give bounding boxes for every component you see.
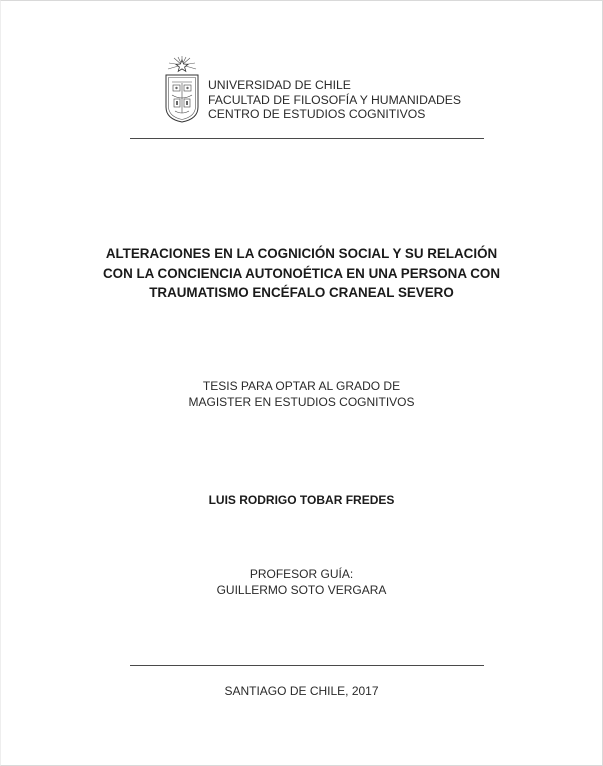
footer-divider [130, 665, 484, 666]
degree-line-1: TESIS PARA OPTAR AL GRADO DE [202, 379, 401, 393]
institution-line-center: CENTRO DE ESTUDIOS COGNITIVOS [208, 107, 426, 121]
degree-statement [60, 378, 543, 410]
title-line-2: CON LA CONCIENCIA AUTONOÉTICA EN UNA PERSONA CON [102, 265, 501, 281]
title-line-3: TRAUMATISMO ENCÉFALO CRANEAL SEVERO [149, 285, 454, 300]
advisor-name: GUILLERMO SOTO VERGARA [216, 583, 387, 597]
advisor-block [60, 566, 543, 598]
header [163, 55, 483, 125]
institution-line-faculty: FACULTAD DE FILOSOFÍA Y HUMANIDADES [208, 92, 462, 107]
university-crest-icon [163, 55, 201, 123]
author-name: LUIS RODRIGO TOBAR FREDES [208, 493, 395, 507]
institution-line-university: UNIVERSIDAD DE CHILE [208, 78, 351, 92]
title-line-1: ALTERACIONES EN LA COGNICIÓN SOCIAL Y SU RELACIÓN [105, 246, 498, 261]
institution-name [208, 78, 461, 122]
degree-line-2: MAGISTER EN ESTUDIOS COGNITIVOS [188, 395, 415, 409]
place-date: SANTIAGO DE CHILE, 2017 [224, 684, 379, 698]
header-divider [130, 138, 484, 139]
advisor-label: PROFESOR GUÍA: [249, 567, 354, 581]
thesis-title [40, 244, 563, 303]
